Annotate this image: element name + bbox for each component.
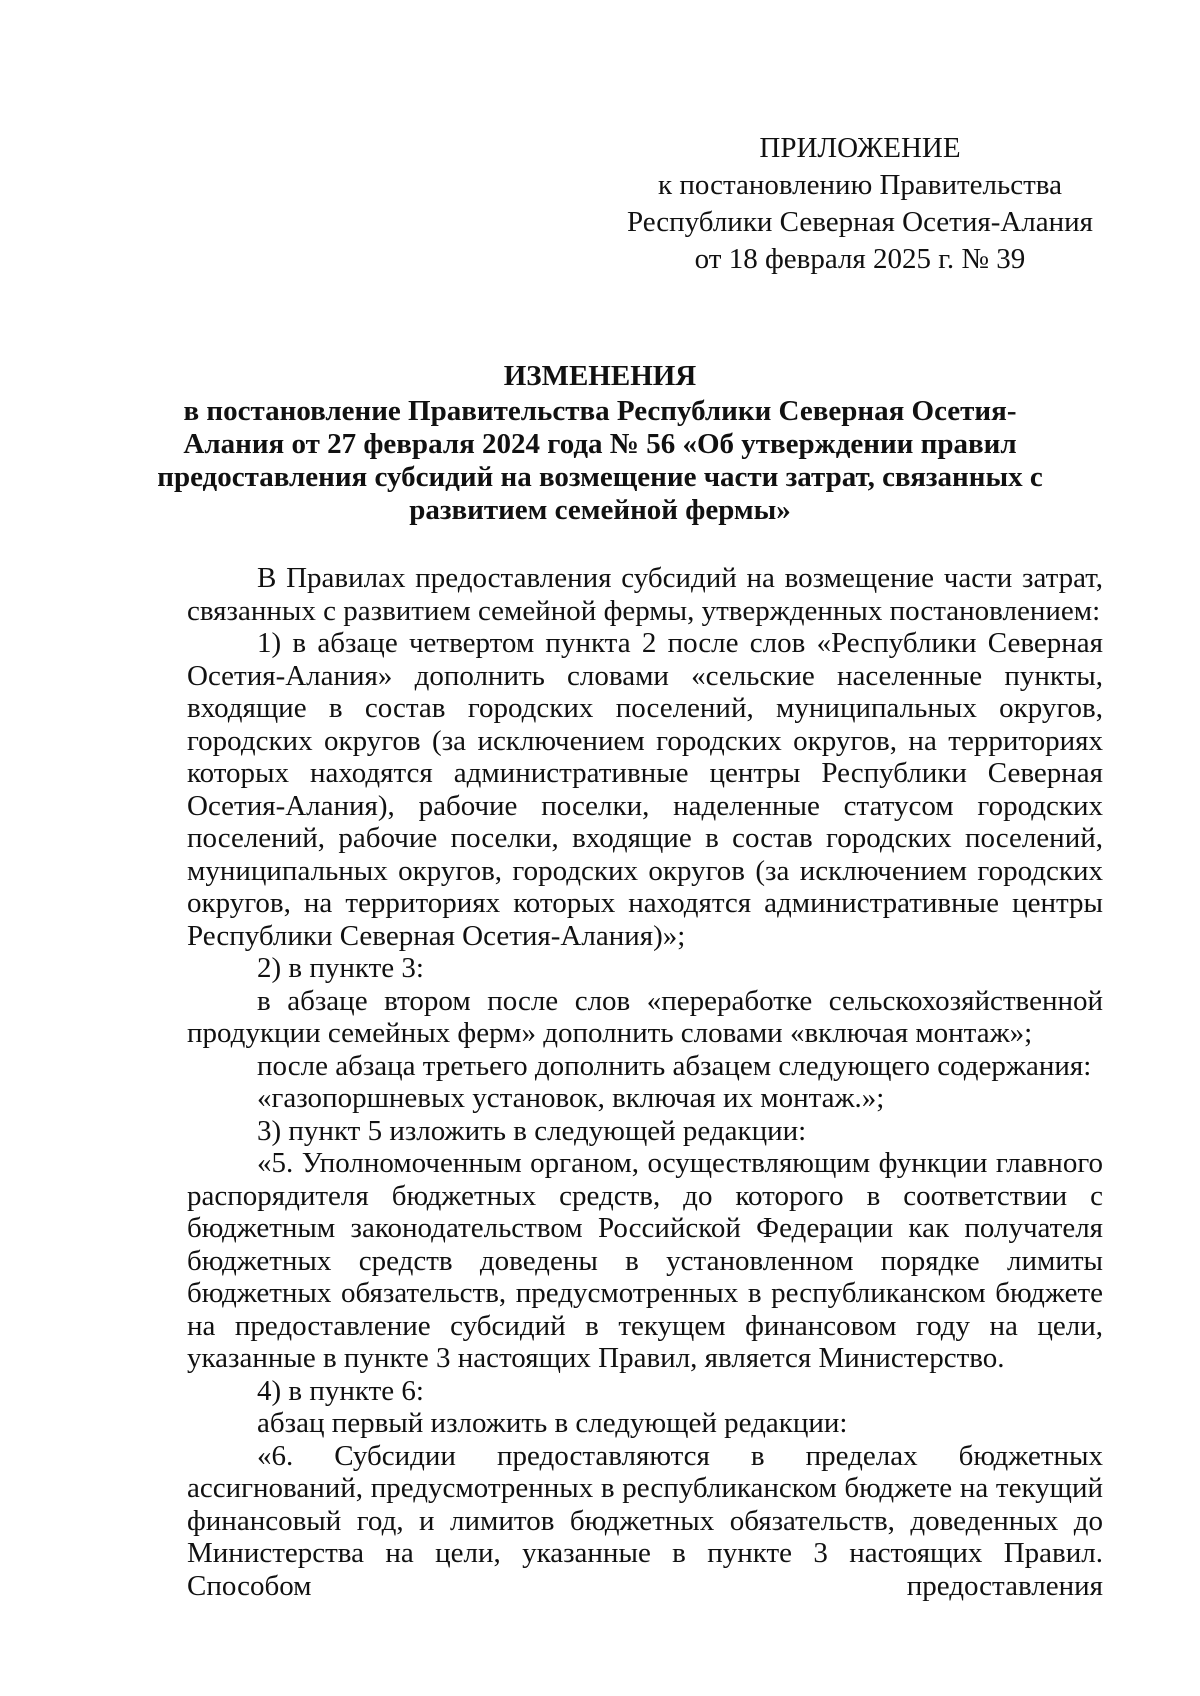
title-main: ИЗМЕНЕНИЯ bbox=[503, 360, 697, 392]
paragraph-item-4: 4) в пункте 6: bbox=[257, 1374, 424, 1407]
paragraph-item-1: 1) в абзаце четвертом пункта 2 после слов «Республики Северная Осетия-Алания» дополнить словами «сельские населенные пункты, входящие в состав городских поселений, муниципальных округов, городских округов (за исключением городских округов, на территориях которых находятся административные центры Республики Северная Осетия-Алания), рабочие поселки, наделенные статусом городских поселений, рабочие поселки, входящие в состав городских поселений, муниципальных округов, городских округов (за исключением городских округов, на территориях которых находятся административные центры Республики Северная Осетия-Алания)»; bbox=[187, 627, 1103, 952]
title-subtitle: в постановление Правительства Республики Северная Осетия-Алания от 27 февраля 2024 года № 56 «Об утверждении правил предоставления субсидий на возмещение части затрат, связанных с развитием семейной фермы» bbox=[157, 395, 1043, 526]
paragraph-item-2-a: в абзаце втором после слов «переработке сельскохозяйственной продукции семейных ферм» дополнить словами «включая монтаж»; bbox=[187, 984, 1103, 1049]
appendix-block bbox=[600, 130, 1120, 278]
paragraph-item-3: 3) пункт 5 изложить в следующей редакции: bbox=[257, 1114, 807, 1147]
document-title bbox=[140, 360, 1060, 527]
paragraph-item-2-b: после абзаца третьего дополнить абзацем следующего содержания: bbox=[257, 1049, 1092, 1082]
appendix-date-number: от 18 февраля 2025 г. № 39 bbox=[694, 243, 1026, 275]
paragraph-item-4-text: «6. Субсидии предоставляются в пределах бюджетных ассигнований, предусмотренных в республиканском бюджете на текущий финансовый год, и лимитов бюджетных обязательств, доведенных до Министерства на цели, указанные в пункте 3 настоящих Правил. Способом предоставления bbox=[187, 1439, 1103, 1602]
paragraph-item-2-c: «газопоршневых установок, включая их монтаж.»; bbox=[257, 1082, 885, 1114]
document-body bbox=[187, 562, 1103, 1602]
paragraph-item-3-text: «5. Уполномоченным органом, осуществляющим функции главного распорядителя бюджетных средств, до которого в соответствии с бюджетным законодательством Российской Федерации как получателя бюджетных средств доведены в установленном порядке лимиты бюджетных обязательств, предусмотренных в республиканском бюджете на предоставление субсидий в текущем финансовом году на цели, указанные в пункте 3 настоящих Правил, является Министерство. bbox=[187, 1147, 1103, 1374]
paragraph-item-4-a: абзац первый изложить в следующей редакции: bbox=[257, 1407, 848, 1439]
paragraph-item-2: 2) в пункте 3: bbox=[257, 952, 424, 984]
paragraph-intro: В Правилах предоставления субсидий на возмещение части затрат, связанных с развитием семейной фермы, утвержденных постановлением: bbox=[187, 562, 1103, 627]
appendix-line-1: к постановлению Правительства bbox=[658, 169, 1062, 201]
appendix-heading: ПРИЛОЖЕНИЕ bbox=[759, 132, 961, 164]
appendix-line-2: Республики Северная Осетия-Алания bbox=[626, 206, 1094, 238]
